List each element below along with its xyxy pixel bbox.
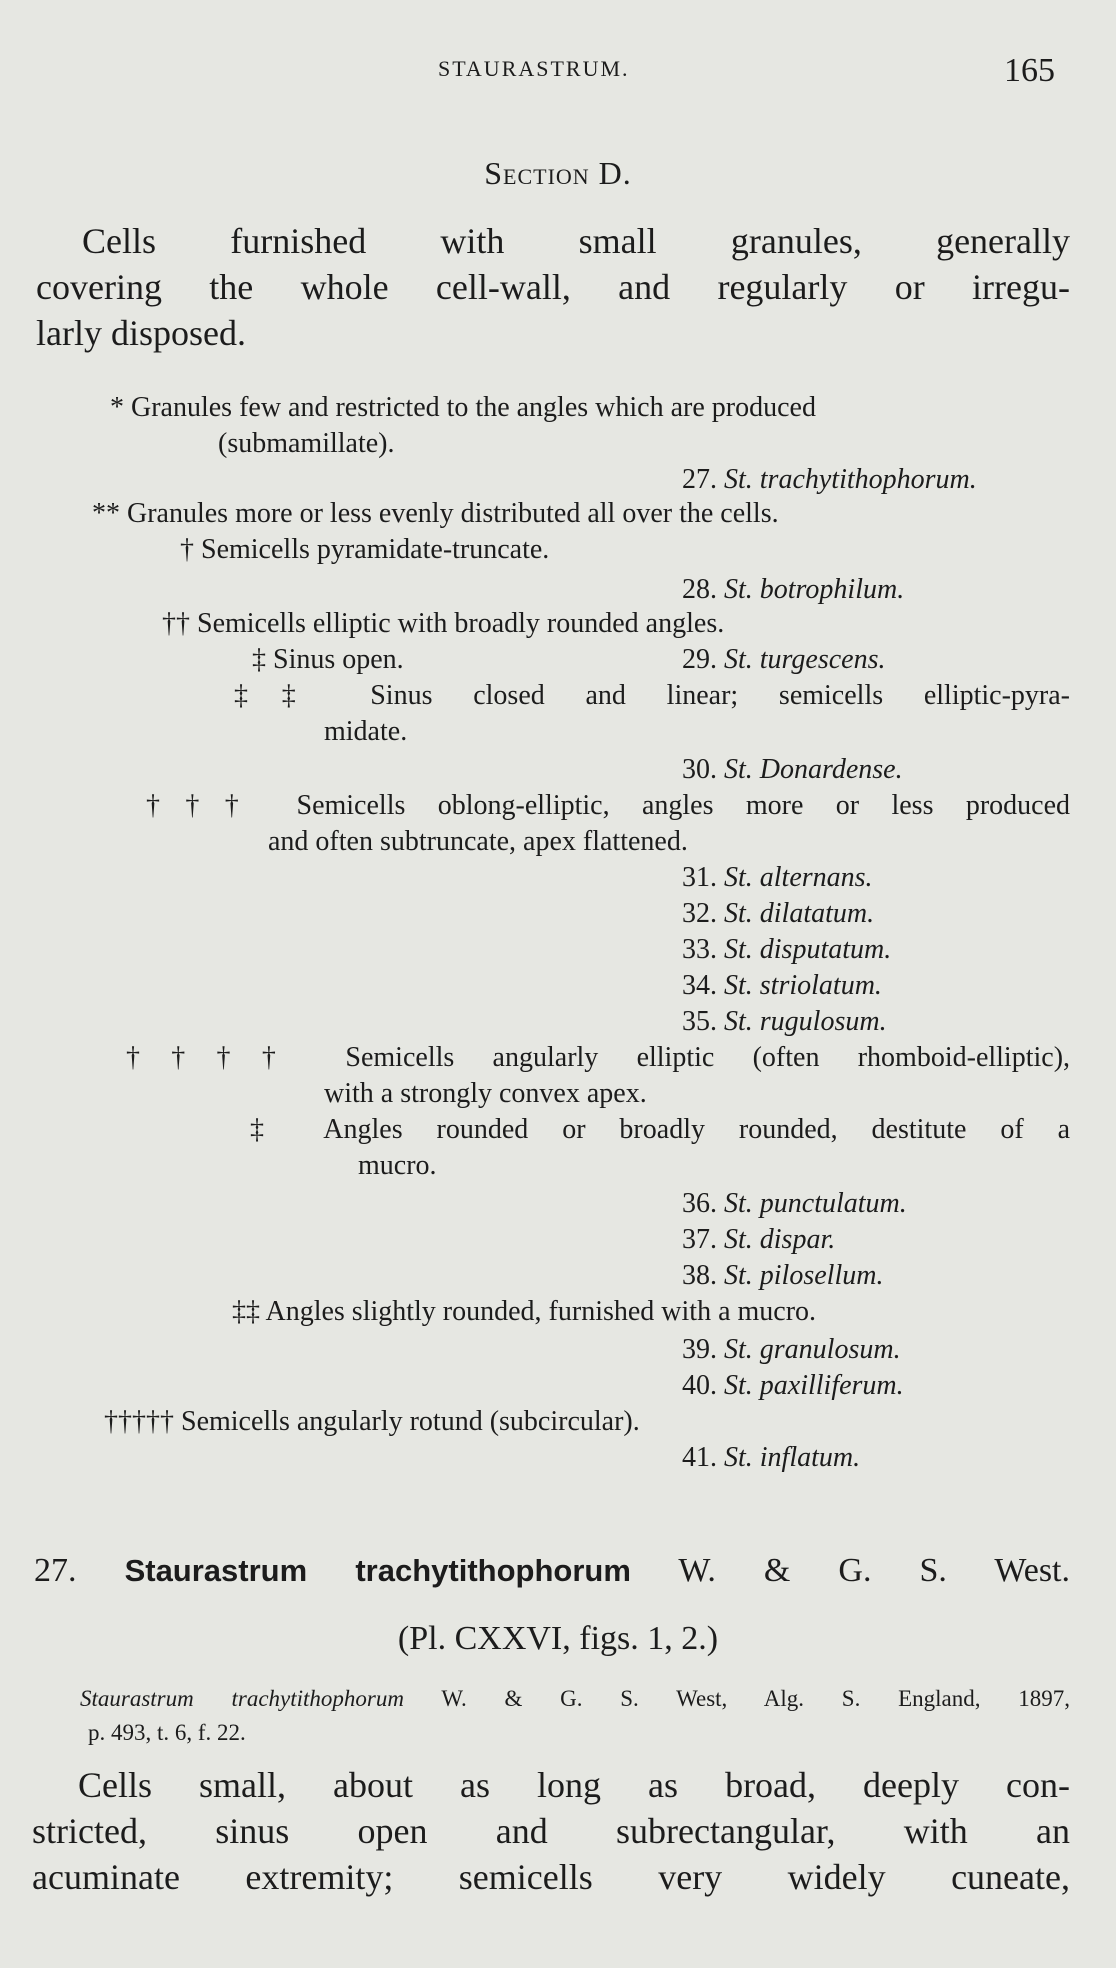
- key-entry-28: 28. St. botrophilum.: [682, 574, 905, 605]
- key-entry-34: 34. St. striolatum.: [682, 970, 882, 1001]
- key-mark: *: [110, 392, 124, 423]
- species-heading: [34, 1552, 1070, 1590]
- key-lead-6: ‡‡ Sinus closed and linear; semicells elliptic-pyra-: [234, 680, 1071, 711]
- key-entry-30: 30. St. Donardense.: [682, 754, 903, 785]
- key-lead-9-cont: mucro.: [358, 1150, 437, 1181]
- key-lead-8: †††† Semicells angularly elliptic (often rhomboid-elliptic),: [126, 1042, 1071, 1073]
- description-line-1: Cells small, about as long as broad, deeply con-: [78, 1765, 1070, 1805]
- key-entry-39: 39. St. granulosum.: [682, 1334, 901, 1365]
- key-entry-40: 40. St. paxilliferum.: [682, 1370, 904, 1401]
- key-entry-29: 29. St. turgescens.: [682, 644, 886, 675]
- key-entry-33: 33. St. disputatum.: [682, 934, 892, 965]
- key-entry-37: 37. St. dispar.: [682, 1224, 836, 1255]
- plate-reference: (Pl. CXXVI, figs. 1, 2.): [397, 1620, 719, 1657]
- species-name: Staurastrum trachytithophorum: [124, 1553, 631, 1588]
- running-head: [0, 52, 1116, 92]
- key-entry-31: 31. St. alternans.: [682, 862, 873, 893]
- section-letter: D.: [598, 155, 632, 191]
- key-lead-1-cont: (submamillate).: [218, 428, 395, 459]
- section-label: Section: [484, 155, 590, 191]
- synonym-name: Staurastrum trachytithophorum: [80, 1686, 404, 1711]
- synonym-citation: W. & G. S. West, Alg. S. England, 1897,: [441, 1686, 1071, 1711]
- key-entry-27: 27. St. trachytithophorum.: [682, 464, 977, 495]
- key-lead-5: ‡ Sinus open.: [252, 644, 404, 675]
- key-entry-35: 35. St. rugulosum.: [682, 1006, 887, 1037]
- key-lead-11: ††††† Semicells angularly rotund (subcircular).: [104, 1406, 640, 1437]
- key-lead-4: †† Semicells elliptic with broadly rounded angles.: [162, 608, 725, 639]
- page-number: 165: [1004, 52, 1055, 89]
- intro-line-2: covering the whole cell-wall, and regularly or irregu-: [36, 267, 1070, 307]
- key-lead-1: [110, 390, 1070, 426]
- key-lead-10: ‡‡ Angles slightly rounded, furnished with a mucro.: [232, 1296, 817, 1327]
- key-lead-7-cont: and often subtruncate, apex flattened.: [268, 826, 688, 857]
- synonymy-line-1: [80, 1686, 1070, 1712]
- key-entry-41: 41. St. inflatum.: [682, 1442, 861, 1473]
- key-lead-2: ** Granules more or less evenly distributed all over the cells.: [92, 498, 779, 529]
- key-lead-3: † Semicells pyramidate-truncate.: [180, 534, 550, 565]
- section-heading: [0, 155, 1116, 192]
- intro-line-3: larly disposed.: [36, 313, 246, 353]
- synonymy-line-2: p. 493, t. 6, f. 22.: [88, 1720, 246, 1745]
- description-line-3: acuminate extremity; semicells very widely cuneate,: [32, 1857, 1070, 1897]
- key-entry-38: 38. St. pilosellum.: [682, 1260, 884, 1291]
- key-lead-6-cont: midate.: [324, 716, 408, 747]
- key-lead-7: ††† Semicells oblong-elliptic, angles more or less produced: [146, 790, 1071, 821]
- key-entry-32: 32. St. dilatatum.: [682, 898, 875, 929]
- intro-line-1: Cells furnished with small granules, generally: [82, 221, 1070, 261]
- species-number: 27.: [34, 1552, 77, 1589]
- description-line-2: stricted, sinus open and subrectangular, with an: [32, 1811, 1070, 1851]
- key-text: Granules few and restricted to the angles which are produced: [131, 392, 816, 423]
- key-lead-8-cont: with a strongly convex apex.: [324, 1078, 647, 1109]
- running-head-title: STAURASTRUM.: [438, 56, 630, 81]
- key-entry-36: 36. St. punctulatum.: [682, 1188, 907, 1219]
- species-authority: W. & G. S. West.: [678, 1552, 1071, 1589]
- key-lead-9: ‡ Angles rounded or broadly rounded, destitute of a: [250, 1114, 1070, 1145]
